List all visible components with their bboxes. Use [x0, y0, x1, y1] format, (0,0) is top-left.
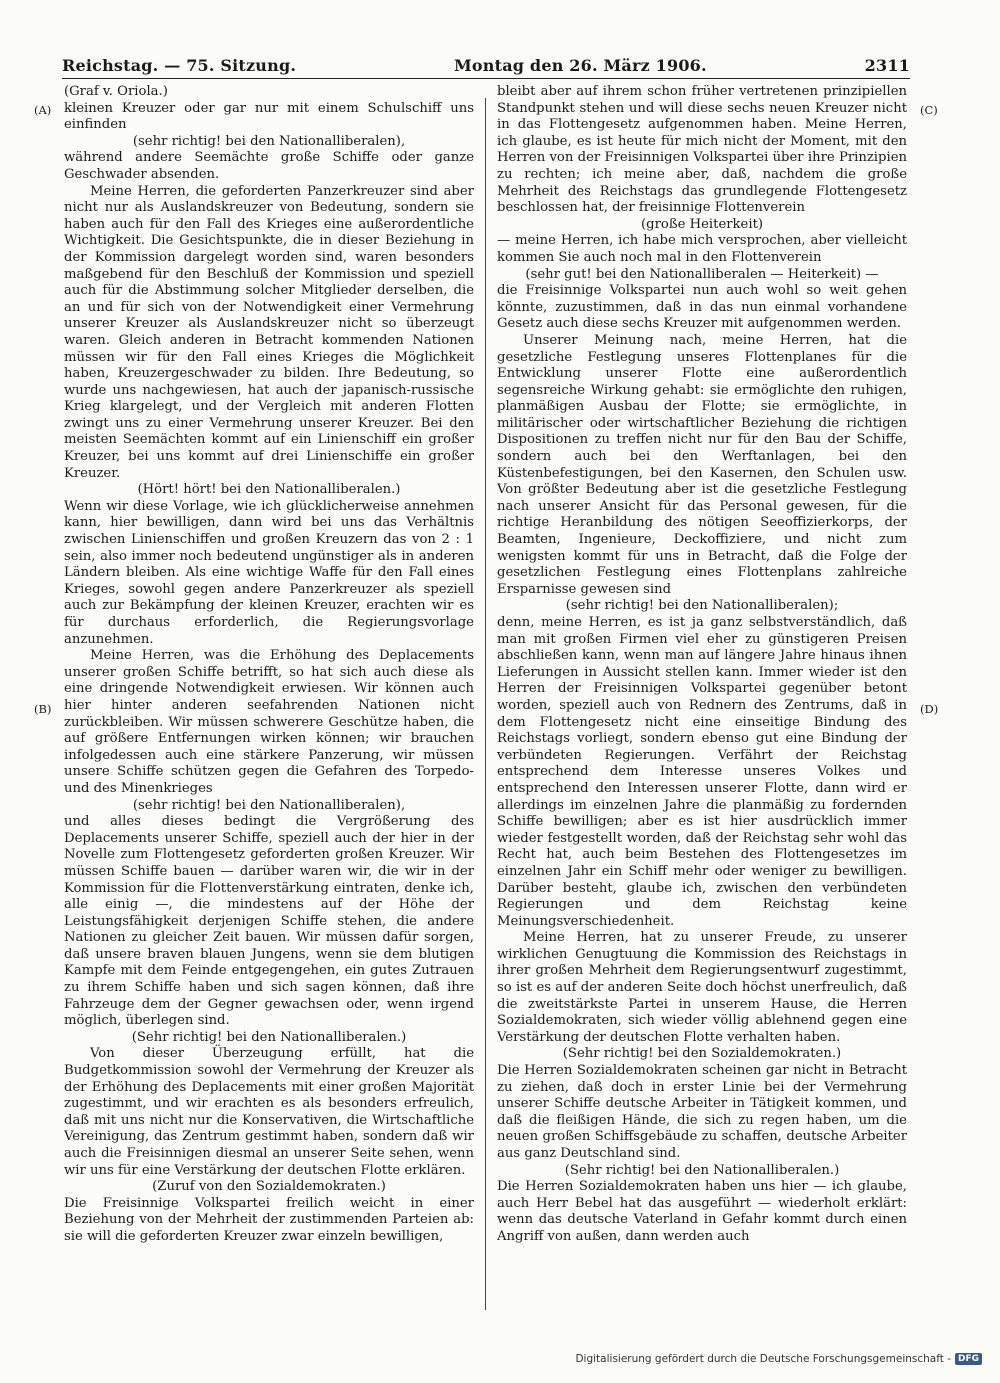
dfg-logo-icon: DFG [955, 1353, 982, 1365]
paragraph: (Sehr richtig! bei den Nationalliberalen.) [131, 1029, 407, 1045]
paragraph: (sehr gut! bei den Nationalliberalen — Heiterkeit) — [525, 266, 879, 282]
page-header [62, 52, 910, 79]
margin-marker-d: (D) [920, 702, 939, 716]
header-left: Reichstag. — 75. Sitzung. [62, 55, 297, 75]
paragraph: (große Heiterkeit) [640, 216, 764, 232]
page-footer [575, 1353, 982, 1365]
column-divider [485, 98, 486, 1310]
page-number: 2311 [864, 55, 910, 75]
paragraph: bleibt aber auf ihrem schon früher vertretenen prinzipiellen Standpunkt stehen und will diese sechs neuen Kreuzer nicht in das Flottengesetz aufgenommen haben. Meine Herren, ich glaube, es ist heute für mich nicht der Moment, mit den Herren von der Freisinnigen Volkspartei über ihre Prinzipien zu rechten; ich meine aber, daß, nachdem die große Mehrheit des Reichstags das grundlegende Flottengesetz beschlossen hat, der freisinnige Flottenverein [497, 84, 907, 216]
paragraph: (Sehr richtig! bei den Sozialdemokraten.) [562, 1046, 842, 1062]
paragraph: und alles dieses bedingt die Vergrößerung des Deplacements unserer Schiffe, speziell auch der hier in der Novelle zum Flottengesetz geforderten großen Kreuzer. Wir müssen Schiffe bauen — darüber waren wir, die wir in der Kommission für die Flottenverstärkung eintraten, denke ich, alle einig —, die mindestens auf der Höhe der Leistungsfähigkeit derjenigen Schiffe stehen, die andere Nationen zu gleicher Zeit bauen. Wir müssen dafür sorgen, daß unsere braven blauen Jungens, wenn sie dem blutigen Kampfe mit dem Feinde entgegengehen, ein gutes Zutrauen zu ihrem Schiffe haben und sich sagen können, daß ihre Fahrzeuge dem der Gegner gewachsen oder, wenn irgend möglich, überlegen sind. [64, 814, 474, 1029]
paragraph: Meine Herren, was die Erhöhung des Deplacements unserer großen Schiffe betrifft, so hat sich auch diese als eine dringende Notwendigkeit erwiesen. Wir können auch hier hinter anderen seefahrenden Nationen nicht zurückbleiben. Wir müssen schwerere Geschütze haben, die auf größere Entfernungen wirken können; wir brauchen infolgedessen auch eine stärkere Panzerung, wir müssen unsere Schiffe schützen gegen die Gefahren des Torpedo- und des Minenkrieges [64, 648, 474, 796]
paragraph: kleinen Kreuzer oder gar nur mit einem Schulschiff uns einfinden [64, 100, 474, 133]
margin-marker-a: (A) [34, 103, 52, 117]
paragraph: (sehr richtig! bei den Nationalliberalen); [565, 598, 839, 614]
paragraph: (Sehr richtig! bei den Nationalliberalen.) [564, 1162, 840, 1178]
header-date: Montag den 26. März 1906. [454, 55, 707, 75]
margin-marker-c: (C) [920, 103, 938, 117]
paragraph: die Freisinnige Volkspartei nun auch wohl so weit gehen könnte, zuzustimmen, daß in das nun einmal vorhandene Gesetz auch diese sechs Kreuzer mit aufgenommen werden. [497, 283, 907, 332]
paragraph: Wenn wir diese Vorlage, wie ich glücklicherweise annehmen kann, hier bewilligen, dann wird bei uns das Verhältnis zwischen Linienschiffen und großen Kreuzern das von 2 : 1 sein, also immer noch bedeutend ungünstiger als in anderen Ländern bleiben. Als eine wichtige Waffe für den Fall eines Krieges, sowohl gegen andere Panzerkreuzer als speziell auch zur Bekämpfung der kleinen Kreuzer, erachten wir es für durchaus erforderlich, die Regierungsvorlage anzunehmen. [64, 498, 474, 647]
paragraph: Meine Herren, hat zu unserer Freude, zu unserer wirklichen Genugtuung die Kommission des Reichstags in ihrer großen Mehrheit dem Regierungsentwurf zugestimmt, so ist es auf der anderen Seite doch höchst unerfreulich, daß die zweitstärkste Partei in unserem Hause, die Herren Sozialdemokraten, sich wieder völlig ablehnend gegen eine Verstärkung der deutschen Flotte verhalten haben. [497, 930, 907, 1045]
paragraph: Meine Herren, die geforderten Panzerkreuzer sind aber nicht nur als Auslandskreuzer von Bedeutung, sondern sie haben auch für den Fall des Krieges eine außerordentliche Wichtigkeit. Die Gesichtspunkte, die in dieser Beziehung in der Kommission dargelegt worden sind, waren besonders maßgebend für den Beschluß der Kommission und speziell auch für die Abstimmung solcher Mitglieder derselben, die an und für sich von der Notwendigkeit einer Vermehrung unserer Kreuzer als Auslandskreuzer nicht so überzeugt waren. Gleich anderen in Betracht kommenden Nationen müssen wir für den Fall eines Krieges die Möglichkeit haben, Kreuzergeschwader zu bilden. Ihre Bedeutung, so wurde uns nachgewiesen, hat auch der japanisch-russische Krieg klargelegt, und der Vergleich mit anderen Flotten zwingt uns zu einer Vermehrung unserer Kreuzer. Bei den meisten Seemächten kommt auf ein Linienschiff ein großer Kreuzer, bei uns kommt auf drei Linienschiffe ein großer Kreuzer. [64, 183, 474, 481]
paragraph: (Graf v. Oriola.) [64, 84, 168, 99]
right-column [497, 84, 907, 1314]
left-column [64, 84, 474, 1314]
paragraph: (Hört! hört! bei den Nationalliberalen.) [137, 482, 401, 498]
paragraph: Von dieser Überzeugung erfüllt, hat die Budgetkommission sowohl der Vermehrung der Kreuzer als der Erhöhung des Deplacements mit einer großen Majorität zugestimmt, und wir erachten es als besonders erfreulich, daß mit uns nicht nur die Konservativen, die Wirtschaftliche Vereinigung, das Zentrum gestimmt haben, sondern daß wir auch die Freisinnigen diesmal an unserer Seite sehen, wenn wir uns für eine Verstärkung der deutschen Flotte erklären. [64, 1046, 474, 1178]
paragraph: während andere Seemächte große Schiffe oder ganze Geschwader absenden. [64, 150, 474, 182]
paragraph: (sehr richtig! bei den Nationalliberalen), [132, 797, 406, 813]
paragraph: Unserer Meinung nach, meine Herren, hat die gesetzliche Festlegung unseres Flottenplanes für die Entwicklung unserer Flotte eine außerordentlich segensreiche Wirkung gehabt: sie ermöglichte den ruhigen, planmäßigen Ausbau der Flotte; sie ermöglichte, in militärischer oder wirtschaftlicher Beziehung die richtigen Dispositionen zu treffen nicht nur für den Bau der Schiffe, sondern auch bei den Werftanlagen, bei den Küstenbefestigungen, bei den Kasernen, den Schulen usw. Von größter Bedeutung aber ist die gesetzliche Festlegung nach unserer Ansicht für das Personal gewesen, für die richtige Heranbildung des nötigen Seeoffizierkorps, der Beamten, Ingenieure, Deckoffiziere, und nicht zum wenigsten kommt für uns in Betracht, daß die Folge der gesetzlichen Festlegung eines Flottenplans zahlreiche Ersparnisse gewesen sind [497, 332, 907, 597]
paragraph: (Zuruf von den Sozialdemokraten.) [152, 1179, 386, 1195]
paragraph: — meine Herren, ich habe mich versprochen, aber vielleicht kommen Sie auch noch mal in den Flottenverein [497, 233, 907, 265]
margin-marker-b: (B) [34, 702, 52, 716]
paragraph: denn, meine Herren, es ist ja ganz selbstverständlich, daß man mit großen Firmen viel eher zu günstigeren Preisen abschließen kann, wenn man auf längere Jahre hinaus ihnen Lieferungen in Aussicht stellen kann. Immer wieder ist den Herren der Freisinnigen Volkspartei gegenüber betont worden, speziell auch von Rednern des Zentrums, daß in dem Flottengesetz nicht eine einseitige Bindung des Reichstags vorliegt, sondern ebenso gut eine Bindung der verbündeten Regierungen. Verfährt der Reichstag entsprechend dem Interesse unseres Volkes und entsprechend den Interessen unserer Flotte, dann wird er allerdings im einzelnen Jahre die planmäßig zu fordernden Schiffe bewilligen; aber es ist hier ausdrücklich immer wieder festgestellt worden, daß der Reichstag sehr wohl das Recht hat, auch beim Bestehen des Flottengesetzes im einzelnen Jahr ein Schiff mehr oder weniger zu bewilligen. Darüber besteht, glaube ich, zwischen den verbündeten Regierungen und dem Reichstag keine Meinungsverschiedenheit. [497, 615, 907, 929]
paragraph: Die Herren Sozialdemokraten scheinen gar nicht in Betracht zu ziehen, daß doch in erster Linie bei der Vermehrung unserer Schiffe deutsche Arbeiter in Tätigkeit kommen, und daß die fleißigen Hände, die sich zu regen haben, um die neuen großen Schiffsgebäude zu schaffen, deutsche Arbeiter aus ganz Deutschland sind. [497, 1063, 907, 1161]
paragraph: Die Freisinnige Volkspartei freilich weicht in einer Beziehung von der Mehrheit der zustimmenden Parteien ab: sie will die geforderten Kreuzer zwar einzeln bewilligen, [64, 1195, 474, 1244]
paragraph: (sehr richtig! bei den Nationalliberalen), [132, 133, 406, 149]
paragraph: Die Herren Sozialdemokraten haben uns hier — ich glaube, auch Herr Bebel hat das ausgeführt — wiederholt erklärt: wenn das deutsche Vaterland in Gefahr kommt durch einen Angriff von außen, dann werden auch [497, 1179, 907, 1244]
footer-credit: Digitalisierung gefördert durch die Deutsche Forschungsgemeinschaft - [575, 1353, 951, 1365]
